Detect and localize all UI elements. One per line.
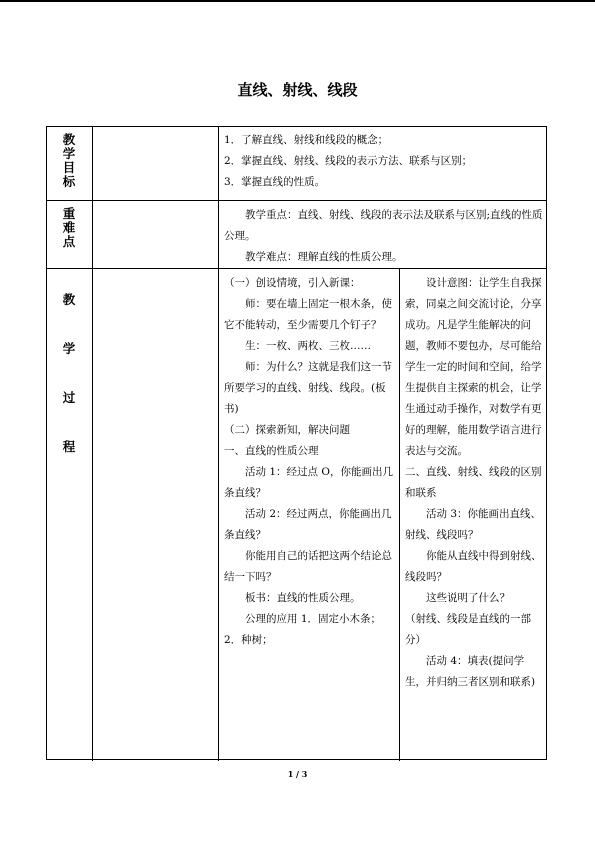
process-paragraph: 师：要在墙上固定一根木条，使它不能转动，至少需要几个钉子？ [224, 298, 392, 331]
goal-item: 2．掌握直线、射线、线段的表示方法、联系与区别； [224, 155, 473, 167]
top-rule [0, 0, 595, 2]
process-paragraph: 一、直线的性质公理 [224, 445, 319, 457]
process-paragraph: 生：一枚、两枚、三枚…… [245, 340, 371, 352]
page-number: 1 / 3 [287, 769, 308, 779]
spacer-column-divider [218, 127, 219, 761]
goals-content [224, 130, 544, 193]
process-paragraph: 活动 2：经过两点，你能画出几条直线？ [224, 508, 392, 541]
process-paragraph: 活动 3：你能画出直线、射线、线段吗？ [405, 508, 542, 541]
row-divider-goals [47, 200, 546, 201]
difficult-point-text: 教学难点：理解直线的性质公理。 [245, 251, 403, 263]
process-paragraph: 你能用自己的话把这两个结论总结一下吗？ [224, 550, 392, 583]
process-paragraph: 板书：直线的性质公理。 [245, 592, 361, 604]
keypoints-content [224, 205, 544, 268]
key-point-text: 教学重点：直线、射线、线段的表示法及联系与区别;直线的性质公理。 [224, 209, 543, 242]
process-paragraph: 二、直线、射线、线段的区别和联系 [405, 466, 542, 499]
process-paragraph: 这些说明了什么？ [426, 592, 510, 604]
goal-item: 3．掌握直线的性质。 [224, 176, 326, 188]
process-paragraph: 师：为什么？这就是我们这一节所要学习的直线、射线、线段。(板书) [224, 361, 392, 415]
page-title: 直线、射线、线段 [237, 81, 358, 99]
process-paragraph: 公理的应用 1．固定小木条；2．种树； [224, 613, 382, 646]
row-divider-keypoints [47, 268, 546, 269]
keypoints-label: 重 难 点 [62, 206, 76, 249]
process-paragraph: 活动 1：经过点 O，你能画出几条直线？ [224, 466, 393, 499]
goal-item: 1．了解直线、射线和线段的概念； [224, 134, 389, 146]
process-label: 教 学 过 程 [62, 292, 76, 454]
process-paragraph: 活动 4：填表(提问学生，并归纳三者区别和联系) [405, 655, 536, 688]
lesson-plan-table [46, 126, 547, 760]
process-activities [224, 273, 394, 651]
process-paragraph: 设计意图：让学生自我探索，同桌之间交流讨论，分享成功。凡是学生能解决的问题，教师不要包办，尽可能给学生一定的时间和空间，给学生提供自主探索的机会，让学生通过动手操作，对数学有更好的理解，能用数学语言进行表达与交流。 [405, 277, 542, 457]
process-paragraph: （二）探索新知，解决问题 [224, 424, 350, 436]
process-paragraph: （射线、线段是直线的一部分） [405, 613, 531, 646]
process-design-notes [405, 273, 543, 693]
process-column-divider [399, 268, 400, 761]
process-paragraph: 你能从直线中得到射线、线段吗？ [405, 550, 542, 583]
label-column-divider [92, 127, 93, 761]
process-paragraph: （一）创设情境，引入新课： [224, 277, 361, 289]
goals-label: 教 学 目 标 [62, 132, 76, 189]
